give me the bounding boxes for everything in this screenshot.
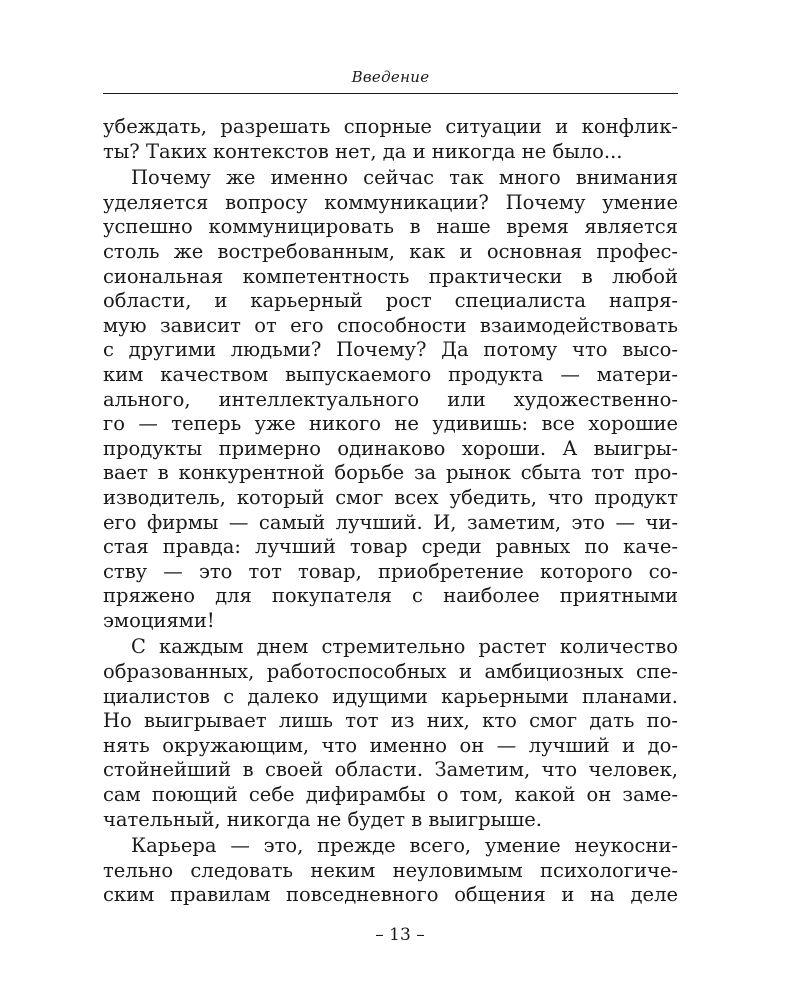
page-number: – 13 – [375, 925, 425, 945]
text-line: столь же востребованным, как и основная профес- [103, 239, 678, 263]
text-line: области, и карьерный рост специалиста напря- [103, 289, 678, 313]
text-line: продукты примерно одинаково хороши. А выигры- [103, 436, 678, 460]
text-line: нять окружающим, что именно он — лучший и до- [103, 733, 678, 757]
text-line: сиональная компетентность практически в любой [103, 264, 678, 288]
body-text [103, 115, 678, 908]
text-line: вает в конкурентной борьбе за рынок сбыта тот про- [103, 461, 678, 485]
running-title: Введение [351, 68, 430, 86]
text-line: его фирмы — самый лучший. И, заметим, это — чи- [103, 510, 678, 534]
text-line: успешно коммуницировать в наше время является [103, 215, 678, 239]
text-line: стая правда: лучший товар среди равных по каче- [103, 535, 678, 559]
text-line: Но выигрывает лишь тот из них, кто смог дать по- [103, 709, 678, 733]
text-line: стойнейший в своей области. Заметим, что человек, [103, 758, 678, 782]
text-line: ального, интеллектуального или художественно- [103, 387, 678, 411]
text-line: уделяется вопросу коммуникации? Почему умение [103, 190, 678, 214]
text-line: с другими людьми? Почему? Да потому что высо- [103, 338, 678, 362]
text-line: го — теперь уже никого не удивишь: все хорошие [103, 412, 678, 436]
text-line: эмоциями! [103, 608, 215, 632]
text-line: сам поющий себе дифирамбы о том, какой он заме- [103, 783, 678, 807]
paragraph [103, 166, 678, 633]
text-line: ским правилам повседневного общения и на деле [103, 883, 678, 907]
text-line: образованных, работоспособных и амбициозных спе- [103, 660, 678, 684]
text-line: чательный, никогда не будет в выигрыше. [103, 807, 542, 831]
header-rule [103, 93, 678, 94]
text-line: пряжено для покупателя с наиболее приятными [103, 584, 678, 608]
text-line: ким качеством выпускаемого продукта — матери- [103, 362, 678, 386]
text-line: убеждать, разрешать спорные ситуации и конфлик- [103, 115, 678, 138]
paragraph [103, 834, 678, 908]
text-line: ству — это тот товар, приобретение которого со- [103, 559, 678, 583]
text-line: изводитель, который смог всех убедить, что продукт [103, 485, 678, 509]
paragraph [103, 115, 678, 164]
text-line: тельно следовать неким неуловимым психологиче- [103, 858, 678, 882]
text-line: мую зависит от его способности взаимодействовать [103, 313, 678, 337]
text-line: Карьера — это, прежде всего, умение неукосни- [131, 834, 678, 858]
paragraph [103, 635, 678, 832]
text-line: Почему же именно сейчас так много внимания [131, 166, 678, 190]
text-line: циалистов с далеко идущими карьерными планами. [103, 684, 678, 708]
text-line: ты? Таких контекстов нет, да и никогда не было... [103, 139, 623, 163]
text-line: С каждым днем стремительно растет количество [131, 635, 678, 659]
